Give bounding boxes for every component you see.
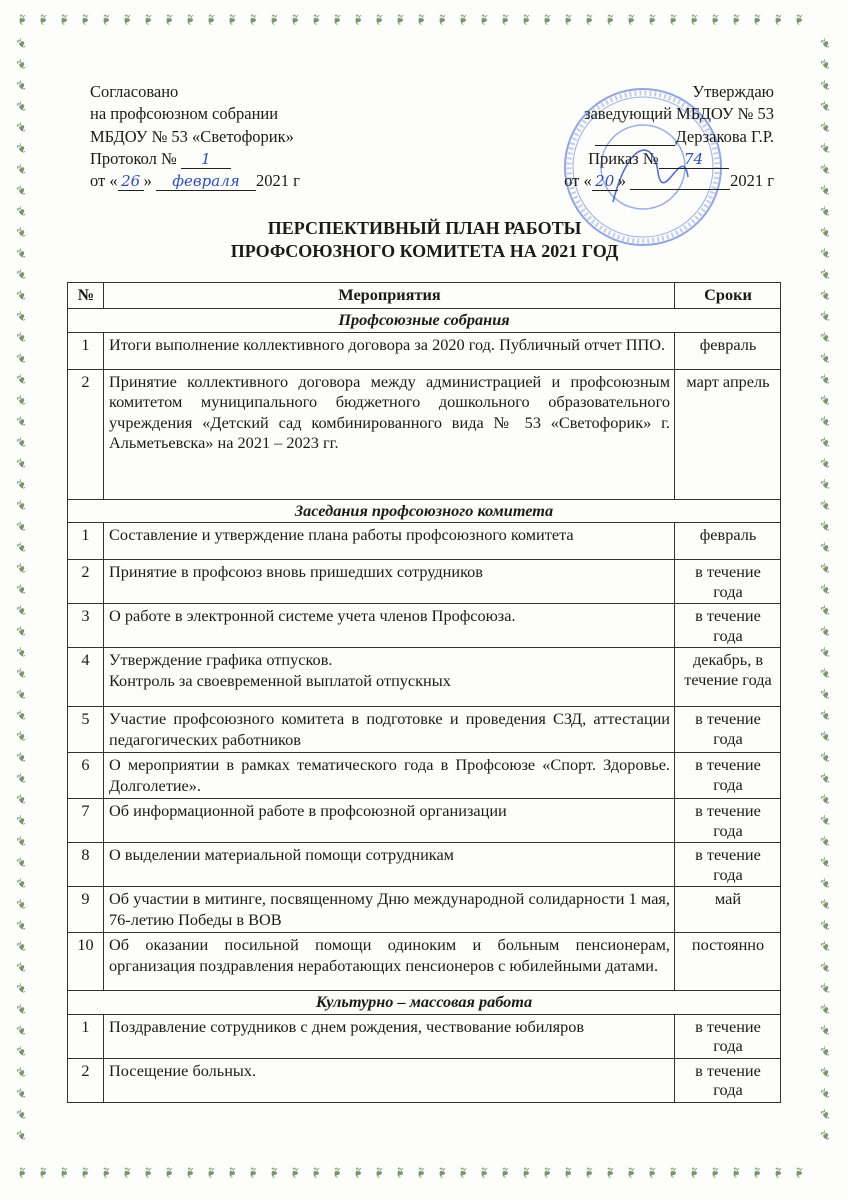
ornament-icon: ❧ [642,1166,659,1179]
row-term: в течение года [675,753,781,799]
ornament-icon: ❧ [814,181,835,202]
ornament-icon: ❧ [117,13,134,26]
table-row [68,707,781,753]
ornament-icon: ❧ [10,244,31,265]
row-term: в течение года [675,604,781,648]
ornament-icon: ❧ [10,307,31,328]
ornament-icon: ❧ [814,328,835,349]
ornament-icon: ❧ [814,538,835,559]
ornament-icon: ❧ [159,1166,176,1179]
ornament-icon: ❧ [814,286,835,307]
ornament-icon: ❧ [537,13,554,26]
date-day: 20 [592,173,618,191]
row-activity: Принятие коллективного договора между администрацией и профсоюзным комитетом муниципального бюджетного дошкольного образовательного учреждения «Детский сад комбинированного вида № 53 «Светофорик» г. Альметьевска» на 2021 – 2023 гг. [104,369,675,499]
ornament-icon: ❧ [814,1042,835,1063]
document-title [0,217,849,263]
ornament-icon: ❧ [10,265,31,286]
ornament-icon: ❧ [814,1084,835,1105]
ornament-icon: ❧ [12,13,29,26]
ornament-icon: ❧ [10,895,31,916]
ornament-icon: ❧ [814,958,835,979]
ornament-icon: ❧ [814,55,835,76]
row-number: 2 [68,1058,104,1102]
ornament-icon: ❧ [600,13,617,26]
approve-date-line [564,170,774,192]
ornament-icon: ❧ [10,643,31,664]
ornament-icon: ❧ [814,307,835,328]
header-activities: Мероприятия [104,283,675,309]
ornament-icon: ❧ [10,958,31,979]
ornament-icon: ❧ [10,202,31,223]
row-activity: Об информационной работе в профсоюзной организации [104,799,675,843]
ornament-icon: ❧ [814,727,835,748]
ornament-icon: ❧ [10,370,31,391]
ornament-icon: ❧ [10,748,31,769]
ornament-icon: ❧ [117,1166,134,1179]
ornament-icon: ❧ [10,139,31,160]
ornament-icon: ❧ [411,13,428,26]
row-term: в течение года [675,1058,781,1102]
row-number: 10 [68,933,104,991]
approval-left-block [90,81,300,192]
row-term: в течение года [675,1014,781,1058]
ornament-icon: ❧ [814,706,835,727]
table-row [68,753,781,799]
ornament-icon: ❧ [54,13,71,26]
ornament-icon: ❧ [10,1000,31,1021]
ornament-icon: ❧ [10,664,31,685]
ornament-icon: ❧ [306,13,323,26]
section-row [68,499,781,523]
ornament-icon: ❧ [432,13,449,26]
ornament-icon: ❧ [10,76,31,97]
table-row [68,332,781,369]
ornament-icon: ❧ [814,391,835,412]
ornament-icon: ❧ [10,580,31,601]
ornament-icon: ❧ [814,1021,835,1042]
ornament-icon: ❧ [432,1166,449,1179]
ornament-icon: ❧ [474,13,491,26]
row-activity: Посещение больных. [104,1058,675,1102]
row-term: декабрь, в течение года [675,648,781,707]
row-number: 5 [68,707,104,753]
ornament-icon: ❧ [814,895,835,916]
ornament-icon: ❧ [814,580,835,601]
ornament-icon: ❧ [747,1166,764,1179]
ornament-icon: ❧ [306,1166,323,1179]
order-number: 74 [659,151,729,169]
ornament-icon: ❧ [348,13,365,26]
ornament-icon: ❧ [264,13,281,26]
ornament-icon: ❧ [814,244,835,265]
ornament-icon: ❧ [705,13,722,26]
ornament-icon: ❧ [495,1166,512,1179]
ornament-icon: ❧ [814,1000,835,1021]
ornament-icon: ❧ [10,433,31,454]
ornament-icon: ❧ [390,13,407,26]
ornament-icon: ❧ [814,664,835,685]
date-prefix: от « [90,171,118,191]
ornament-icon: ❧ [814,517,835,538]
ornament-icon: ❧ [537,1166,554,1179]
ornament-icon: ❧ [222,1166,239,1179]
order-line [564,148,774,170]
date-mid: » [617,171,626,191]
protocol-number: 1 [181,151,231,169]
row-number: 3 [68,604,104,648]
row-activity: Поздравление сотрудников с днем рождения, чествование юбиляров [104,1014,675,1058]
agreed-organization: МБДОУ № 53 «Светофорик» [90,126,294,146]
date-year: 2021 г [730,171,774,191]
row-number: 2 [68,560,104,604]
director-name: Дерзакова Г.Р. [675,126,774,146]
row-activity: О выделении материальной помощи сотрудникам [104,843,675,887]
ornament-icon: ❧ [10,1105,31,1126]
agreed-meeting: на профсоюзном собрании [90,104,279,124]
ornament-icon: ❧ [814,265,835,286]
ornament-icon: ❧ [10,223,31,244]
ornament-icon: ❧ [642,13,659,26]
ornament-icon: ❧ [814,76,835,97]
ornament-icon: ❧ [726,13,743,26]
ornament-icon: ❧ [10,685,31,706]
ornament-icon: ❧ [285,1166,302,1179]
ornament-icon: ❧ [814,790,835,811]
table-row [68,560,781,604]
row-number: 4 [68,648,104,707]
ornament-icon: ❧ [12,1166,29,1179]
header-terms: Сроки [675,283,781,309]
ornament-icon: ❧ [684,1166,701,1179]
section-row [68,309,781,333]
ornament-icon: ❧ [814,118,835,139]
row-term: февраль [675,332,781,369]
order-label: Приказ № [588,148,659,168]
ornament-icon: ❧ [814,412,835,433]
ornament-icon: ❧ [10,832,31,853]
ornament-icon: ❧ [10,475,31,496]
ornament-icon: ❧ [10,1063,31,1084]
date-year: 2021 г [256,171,300,191]
ornament-icon: ❧ [814,622,835,643]
ornament-icon: ❧ [10,391,31,412]
ornament-icon: ❧ [10,916,31,937]
ornament-icon: ❧ [814,160,835,181]
ornament-icon: ❧ [264,1166,281,1179]
ornament-icon: ❧ [10,160,31,181]
approve-label: Утверждаю [692,82,774,101]
table-row [68,523,781,560]
ornament-icon: ❧ [558,1166,575,1179]
row-number: 7 [68,799,104,843]
ornament-icon: ❧ [663,13,680,26]
ornament-icon: ❧ [10,622,31,643]
ornament-icon: ❧ [814,937,835,958]
ornament-icon: ❧ [516,1166,533,1179]
ornament-icon: ❧ [814,349,835,370]
ornament-icon: ❧ [10,328,31,349]
date-day: 26 [118,173,144,191]
approve-position: заведующий МБДОУ № 53 [583,104,774,124]
row-activity: Участие профсоюзного комитета в подготовке и проведения СЗД, аттестации педагогических работников [104,707,675,753]
ornament-icon: ❧ [10,727,31,748]
table-row [68,1014,781,1058]
ornament-icon: ❧ [369,13,386,26]
ornament-icon: ❧ [789,13,806,26]
ornament-icon: ❧ [814,433,835,454]
date-mid: » [143,171,152,191]
ornament-icon: ❧ [516,13,533,26]
ornament-icon: ❧ [10,1042,31,1063]
ornament-icon: ❧ [33,1166,50,1179]
ornament-icon: ❧ [814,202,835,223]
ornament-icon: ❧ [789,1166,806,1179]
ornament-icon: ❧ [474,1166,491,1179]
row-term: март апрель [675,369,781,499]
ornament-icon: ❧ [814,1063,835,1084]
row-number: 9 [68,887,104,933]
row-activity: О мероприятии в рамках тематического года в Профсоюзе «Спорт. Здоровье. Долголетие». [104,753,675,799]
ornament-icon: ❧ [814,811,835,832]
row-number: 1 [68,523,104,560]
row-term: в течение года [675,707,781,753]
ornament-icon: ❧ [10,769,31,790]
row-term: май [675,887,781,933]
row-number: 8 [68,843,104,887]
ornament-icon: ❧ [814,769,835,790]
plan-table [67,282,781,1103]
row-activity: Принятие в профсоюз вновь пришедших сотрудников [104,560,675,604]
ornament-icon: ❧ [600,1166,617,1179]
ornament-icon: ❧ [10,55,31,76]
ornament-icon: ❧ [96,13,113,26]
ornament-icon: ❧ [180,13,197,26]
ornament-icon: ❧ [558,13,575,26]
row-term: в течение года [675,799,781,843]
row-activity: Об оказании посильной помощи одиноким и больным пенсионерам, организация поздравления неработающих пенсионеров с юбилейными датами. [104,933,675,991]
ornament-icon: ❧ [10,286,31,307]
ornament-icon: ❧ [138,1166,155,1179]
row-term: в течение года [675,560,781,604]
title-line-2: ПРОФСОЮЗНОГО КОМИТЕТА НА 2021 ГОД [230,241,619,261]
ornament-icon: ❧ [814,34,835,55]
ornament-icon: ❧ [579,1166,596,1179]
ornament-icon: ❧ [663,1166,680,1179]
protocol-label: Протокол № [90,148,177,168]
table-row [68,604,781,648]
section-row [68,991,781,1015]
ornament-icon: ❧ [10,706,31,727]
ornament-icon: ❧ [453,1166,470,1179]
ornament-icon: ❧ [621,1166,638,1179]
ornament-icon: ❧ [10,1126,31,1147]
ornament-icon: ❧ [814,1126,835,1147]
ornament-icon: ❧ [243,1166,260,1179]
ornament-icon: ❧ [10,811,31,832]
row-activity: Утверждение графика отпусков. Контроль за своевременной выплатой отпускных [104,648,675,707]
table-row [68,1058,781,1102]
ornament-icon: ❧ [411,1166,428,1179]
ornament-icon: ❧ [369,1166,386,1179]
ornament-icon: ❧ [814,139,835,160]
ornament-icon: ❧ [390,1166,407,1179]
row-activity: Об участии в митинге, посвященному Дню международной солидарности 1 мая, 76-летию Победы в ВОВ [104,887,675,933]
ornament-icon: ❧ [54,1166,71,1179]
approve-signature-line [564,126,774,148]
ornament-icon: ❧ [201,13,218,26]
ornament-icon: ❧ [768,1166,785,1179]
ornament-icon: ❧ [10,118,31,139]
ornament-icon: ❧ [726,1166,743,1179]
ornament-icon: ❧ [10,538,31,559]
ornament-icon: ❧ [814,454,835,475]
section-title: Культурно – массовая работа [68,991,781,1015]
ornament-icon: ❧ [10,979,31,1000]
table-row [68,799,781,843]
ornament-icon: ❧ [705,1166,722,1179]
ornament-icon: ❧ [10,412,31,433]
table-row [68,933,781,991]
row-activity: О работе в электронной системе учета членов Профсоюза. [104,604,675,648]
table-row [68,887,781,933]
table-row [68,648,781,707]
ornament-icon: ❧ [814,748,835,769]
table-header-row [68,283,781,309]
table-row [68,369,781,499]
ornament-icon: ❧ [768,13,785,26]
ornament-icon: ❧ [453,13,470,26]
ornament-icon: ❧ [814,559,835,580]
ornament-icon: ❧ [159,13,176,26]
approval-right-block [564,81,774,192]
ornament-icon: ❧ [621,13,638,26]
ornament-icon: ❧ [814,475,835,496]
ornament-icon: ❧ [10,34,31,55]
title-line-1: ПЕРСПЕКТИВНЫЙ ПЛАН РАБОТЫ [267,218,582,238]
ornament-icon: ❧ [747,13,764,26]
ornament-icon: ❧ [327,13,344,26]
ornament-icon: ❧ [814,601,835,622]
ornament-icon: ❧ [10,517,31,538]
ornament-icon: ❧ [10,496,31,517]
ornament-icon: ❧ [222,13,239,26]
ornament-icon: ❧ [814,97,835,118]
ornament-icon: ❧ [10,853,31,874]
agreed-label: Согласовано [90,82,179,101]
row-number: 1 [68,332,104,369]
ornament-icon: ❧ [814,223,835,244]
ornament-icon: ❧ [75,1166,92,1179]
ornament-icon: ❧ [579,13,596,26]
ornament-icon: ❧ [684,13,701,26]
section-title: Профсоюзные собрания [68,309,781,333]
table-row [68,843,781,887]
ornament-icon: ❧ [10,454,31,475]
ornament-icon: ❧ [814,685,835,706]
ornament-icon: ❧ [180,1166,197,1179]
ornament-icon: ❧ [33,13,50,26]
ornament-icon: ❧ [814,979,835,1000]
ornament-icon: ❧ [10,874,31,895]
ornament-icon: ❧ [10,601,31,622]
ornament-icon: ❧ [814,1105,835,1126]
ornament-icon: ❧ [138,13,155,26]
agreed-date-line [90,170,300,192]
protocol-line [90,148,300,170]
ornament-icon: ❧ [201,1166,218,1179]
header-number: № [68,283,104,309]
ornament-icon: ❧ [814,853,835,874]
ornament-icon: ❧ [10,937,31,958]
ornament-icon: ❧ [327,1166,344,1179]
date-month: февраля [156,173,256,191]
ornament-icon: ❧ [10,1084,31,1105]
date-prefix: от « [564,171,592,191]
row-number: 2 [68,369,104,499]
ornament-icon: ❧ [285,13,302,26]
row-number: 1 [68,1014,104,1058]
ornament-icon: ❧ [243,13,260,26]
ornament-icon: ❧ [10,181,31,202]
row-number: 6 [68,753,104,799]
ornament-icon: ❧ [814,643,835,664]
ornament-icon: ❧ [96,1166,113,1179]
ornament-icon: ❧ [10,790,31,811]
ornament-icon: ❧ [814,832,835,853]
section-title: Заседания профсоюзного комитета [68,499,781,523]
ornament-icon: ❧ [814,496,835,517]
row-term: в течение года [675,843,781,887]
ornament-icon: ❧ [814,916,835,937]
ornament-icon: ❧ [10,1021,31,1042]
ornament-icon: ❧ [348,1166,365,1179]
ornament-icon: ❧ [10,97,31,118]
ornament-icon: ❧ [495,13,512,26]
ornament-icon: ❧ [75,13,92,26]
ornament-icon: ❧ [814,370,835,391]
row-term: февраль [675,523,781,560]
ornament-icon: ❧ [10,559,31,580]
ornament-icon: ❧ [814,874,835,895]
ornament-icon: ❧ [10,349,31,370]
row-term: постоянно [675,933,781,991]
row-activity: Составление и утверждение плана работы профсоюзного комитета [104,523,675,560]
row-activity: Итоги выполнение коллективного договора за 2020 год. Публичный отчет ППО. [104,332,675,369]
